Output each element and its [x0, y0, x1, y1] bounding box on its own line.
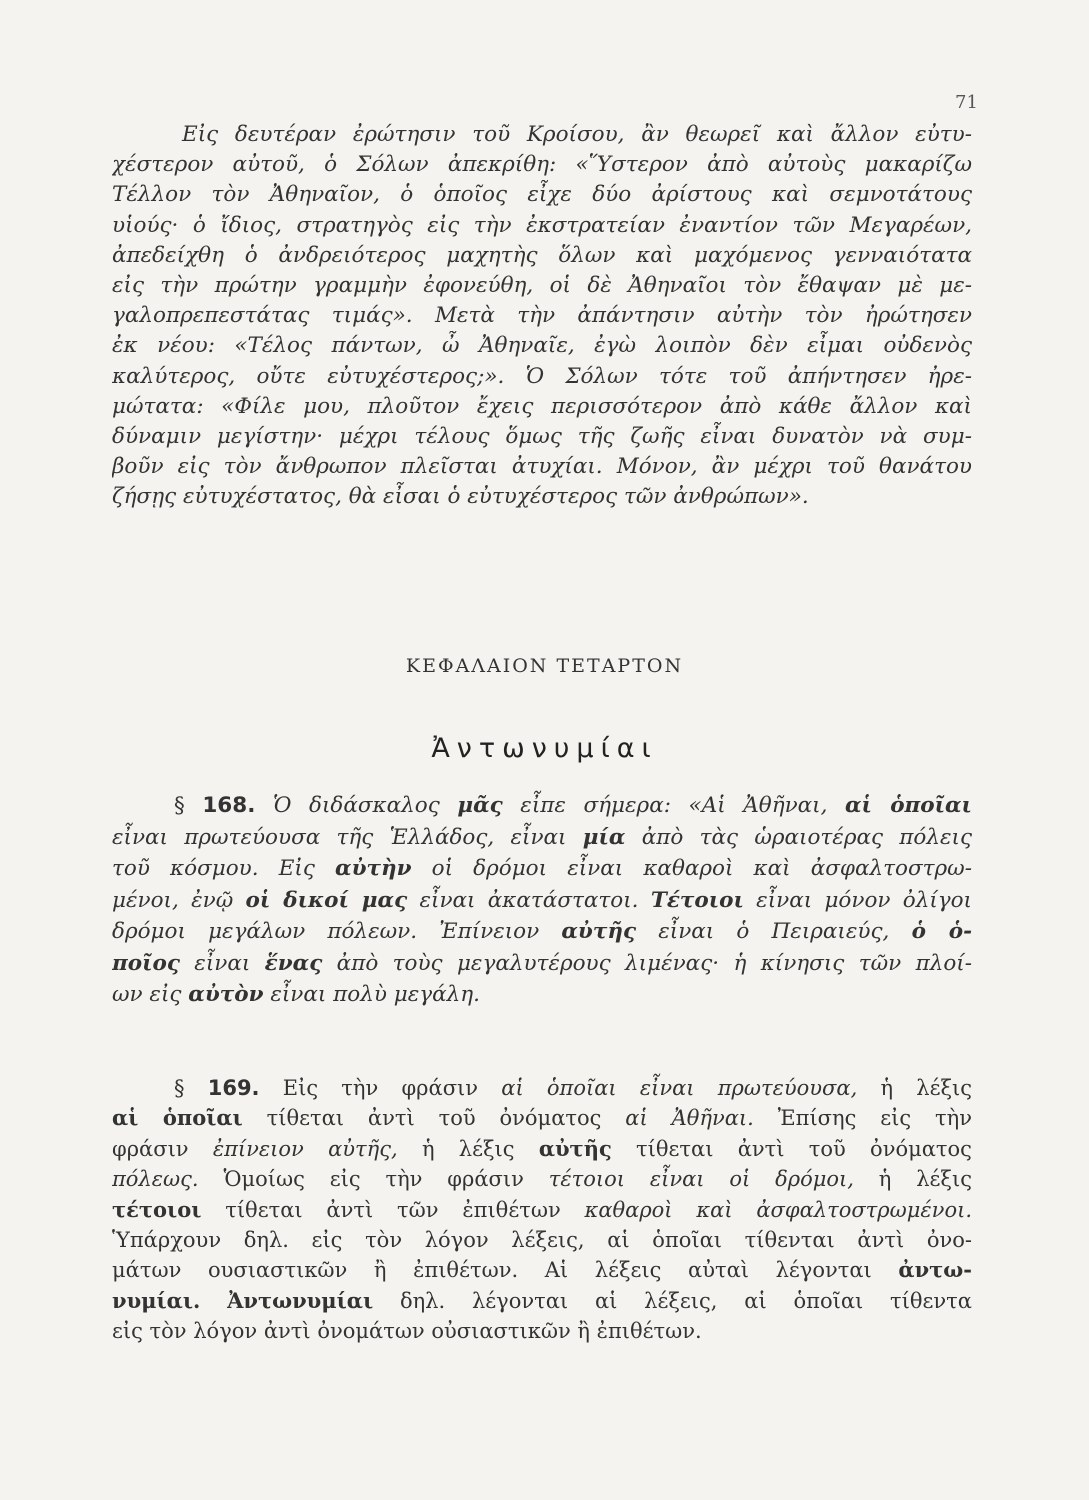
text-line: εἰς τὸν λόγον ἀντὶ ὀνομάτων οὐσιαστικῶν ἢ ἐπιθέτων.	[112, 1319, 702, 1344]
text-line	[112, 1195, 972, 1225]
text-line	[112, 885, 972, 917]
text-line: Εἰς δευτέραν ἐρώτησιν τοῦ Κροίσου, ἂν θεωρεῖ καὶ ἄλλον εὐτυ-	[182, 122, 972, 147]
paragraph-solon-croesus	[112, 120, 972, 513]
text-line	[112, 1134, 972, 1164]
text-line: ἀπεδείχθη ὁ ἀνδρειότερος μαχητὴς ὅλων καὶ μαχόμενος γενναιότατα	[112, 242, 972, 268]
bold-term: τέτοιοι	[112, 1196, 202, 1222]
text-span: ἡ λέξις	[421, 1136, 515, 1161]
section-number: 168.	[202, 793, 256, 818]
bold-term: αὐτῆς	[538, 1135, 612, 1161]
bold-term: οἱ δικοί μας	[245, 887, 408, 913]
text-span: εἶναι πολὺ μεγάλη.	[270, 982, 480, 1007]
section-169	[112, 1073, 972, 1347]
text-line	[112, 948, 972, 980]
text-span: τίθεται ἀντὶ τοῦ ὀνόματος	[266, 1106, 602, 1131]
text-line: χέστερον αὐτοῦ, ὁ Σόλων ἀπεκρίθη: «Ὕστερον ἀπὸ αὐτοὺς μακαρίζω	[112, 152, 972, 178]
bold-term: ὁ ὁ-	[911, 919, 972, 944]
text-span: εἶναι ὁ Πειραιεύς,	[658, 919, 890, 944]
text-line	[112, 853, 972, 885]
text-line: μώτατα: «Φίλε μου, πλοῦτον ἔχεις περισσότερον ἀπὸ κάθε ἄλλον καὶ	[112, 393, 972, 419]
text-line: Ὑπάρχουν δηλ. εἰς τὸν λόγον λέξεις, αἱ ὁποῖαι τίθενται ἀντὶ ὀνο-	[112, 1228, 972, 1253]
text-span: εἶναι	[194, 950, 251, 976]
text-line	[112, 1164, 972, 1194]
text-line	[112, 916, 972, 948]
section-sign: §	[174, 793, 185, 818]
chapter-heading: ΚΕΦΑΛΑΙΟΝ ΤΕΤΑΡΤΟΝ	[405, 655, 684, 677]
text-line: Τέλλον τὸν Ἀθηναῖον, ὁ ὁποῖος εἶχε δύο ἀρίστους καὶ σεμνοτάτους	[112, 182, 972, 208]
text-span: Ἐπίσης εἰς τὴν	[777, 1106, 972, 1131]
text-line	[112, 1286, 972, 1316]
text-line: καλύτερος, οὔτε εὐτυχέστερος;». Ὁ Σόλων τότε τοῦ ἀπήντησεν ἠρε-	[112, 363, 972, 389]
bold-term: αἱ ὁποῖαι	[112, 1105, 243, 1131]
bold-term: μᾶς	[457, 793, 503, 818]
text-line	[112, 790, 972, 822]
text-line	[112, 1073, 972, 1103]
text-line: υἱούς· ὁ ἴδιος, στρατηγὸς εἰς τὴν ἐκστρατείαν ἐναντίον τῶν Μεγαρέων,	[112, 212, 972, 238]
text-span: ων εἰς	[112, 982, 182, 1007]
text-span: Εἰς τὴν φράσιν	[282, 1076, 479, 1100]
text-line	[112, 822, 972, 854]
text-line: γαλοπρεπεστάτας τιμάς». Μετὰ τὴν ἀπάντησιν αὐτὴν τὸν ἠρώτησεν	[112, 303, 972, 329]
text-span: τίθεται ἀντὶ τῶν ἐπιθέτων	[225, 1197, 561, 1222]
bold-term: ἀντω-	[898, 1257, 972, 1283]
text-span: ἡ λέξις	[878, 1167, 972, 1192]
text-line: ζήσῃς εὐτυχέστατος, θὰ εἶσαι ὁ εὐτυχέστερος τῶν ἀνθρώπων».	[112, 484, 809, 510]
bold-term: αὐτὴν	[335, 856, 412, 881]
italic-phrase: ἐπίνειον αὐτῆς,	[212, 1136, 398, 1161]
bold-term: Τέτοιοι	[650, 887, 744, 913]
bold-term: νυμίαι.	[112, 1287, 201, 1313]
text-span: μάτων ουσιαστικῶν ἢ ἐπιθέτων. Αἱ λέξεις αὐταὶ λέγονται	[112, 1258, 872, 1283]
text-span: Ὁμοίως εἰς τὴν φράσιν	[223, 1167, 524, 1192]
bold-term: αἱ ὁποῖαι	[845, 793, 972, 818]
text-span: ἀπὸ τοὺς μεγαλυτέρους λιμένας· ἡ κίνησις τῶν πλοί-	[336, 950, 972, 976]
text-span: εἶναι ἀκατάστατοι.	[419, 887, 639, 913]
text-span: τίθεται ἀντὶ τοῦ ὀνόματος	[636, 1136, 972, 1161]
text-span: ἡ λέξις	[880, 1076, 972, 1100]
italic-phrase: αἱ Ἀθῆναι.	[625, 1106, 754, 1131]
section-168	[112, 790, 972, 1011]
text-line	[112, 1103, 972, 1133]
text-span: μένοι, ἐνῷ	[112, 887, 234, 913]
section-sign: §	[174, 1076, 185, 1100]
bold-term: μία	[582, 824, 626, 850]
bold-term: αὐτὸν	[188, 982, 264, 1007]
bold-term: αὐτῆς	[561, 919, 637, 944]
text-span: εἶναι πρωτεύουσα τῆς Ἑλλάδος, εἶναι	[112, 824, 567, 850]
text-span: φράσιν	[112, 1136, 189, 1161]
text-span: εἶναι μόνον ὀλίγοι	[756, 887, 972, 913]
text-span: οἱ δρόμοι εἶναι καθαροὶ καὶ ἀσφαλτοστρω-	[431, 856, 972, 881]
italic-phrase: αἱ ὁποῖαι εἶναι πρωτεύουσα,	[501, 1076, 858, 1100]
text-line	[112, 1255, 972, 1285]
page-number: 71	[955, 92, 978, 113]
bold-term: Ἀντωνυμίαι	[227, 1287, 374, 1313]
text-line: ἐκ νέου: «Τέλος πάντων, ὦ Ἀθηναῖε, ἐγὼ λοιπὸν δὲν εἶμαι οὐδενὸς	[112, 333, 972, 359]
bold-term: ἕνας	[264, 950, 323, 976]
bold-term: ποῖος	[112, 950, 180, 976]
text-span: εἶπε σήμερα: «Αἱ Ἀθῆναι,	[520, 793, 828, 818]
text-span: ἀπὸ τὰς ὡραιοτέρας πόλεις	[641, 824, 972, 850]
text-span: δηλ. λέγονται αἱ λέξεις, αἱ ὁποῖαι τίθεντα	[399, 1288, 972, 1313]
text-line: δύναμιν μεγίστην· μέχρι τέλους ὅμως τῆς ζωῆς εἶναι δυνατὸν νὰ συμ-	[112, 424, 972, 450]
text-line: εἰς τὴν πρώτην γραμμὴν ἐφονεύθη, οἱ δὲ Ἀθηναῖοι τὸν ἔθαψαν μὲ με-	[112, 273, 972, 299]
italic-phrase: πόλεως.	[112, 1167, 199, 1192]
italic-phrase: καθαροὶ καὶ ἀσφαλτοστρωμένοι.	[584, 1197, 972, 1222]
section-title: Ἀντωνυμίαι	[431, 733, 658, 764]
text-line	[112, 979, 972, 1011]
section-number: 169.	[207, 1076, 260, 1100]
text-span: δρόμοι μεγάλων πόλεων. Ἐπίνειον	[112, 919, 540, 944]
text-span: τοῦ κόσμου. Εἰς	[112, 856, 315, 881]
italic-phrase: τέτοιοι εἶναι οἱ δρόμοι,	[548, 1167, 854, 1192]
text-line: βοῦν εἰς τὸν ἄνθρωπον πλεῖσται ἀτυχίαι. Μόνον, ἂν μέχρι τοῦ θανάτου	[112, 454, 972, 480]
text-span: Ὁ διδάσκαλος	[272, 793, 440, 818]
